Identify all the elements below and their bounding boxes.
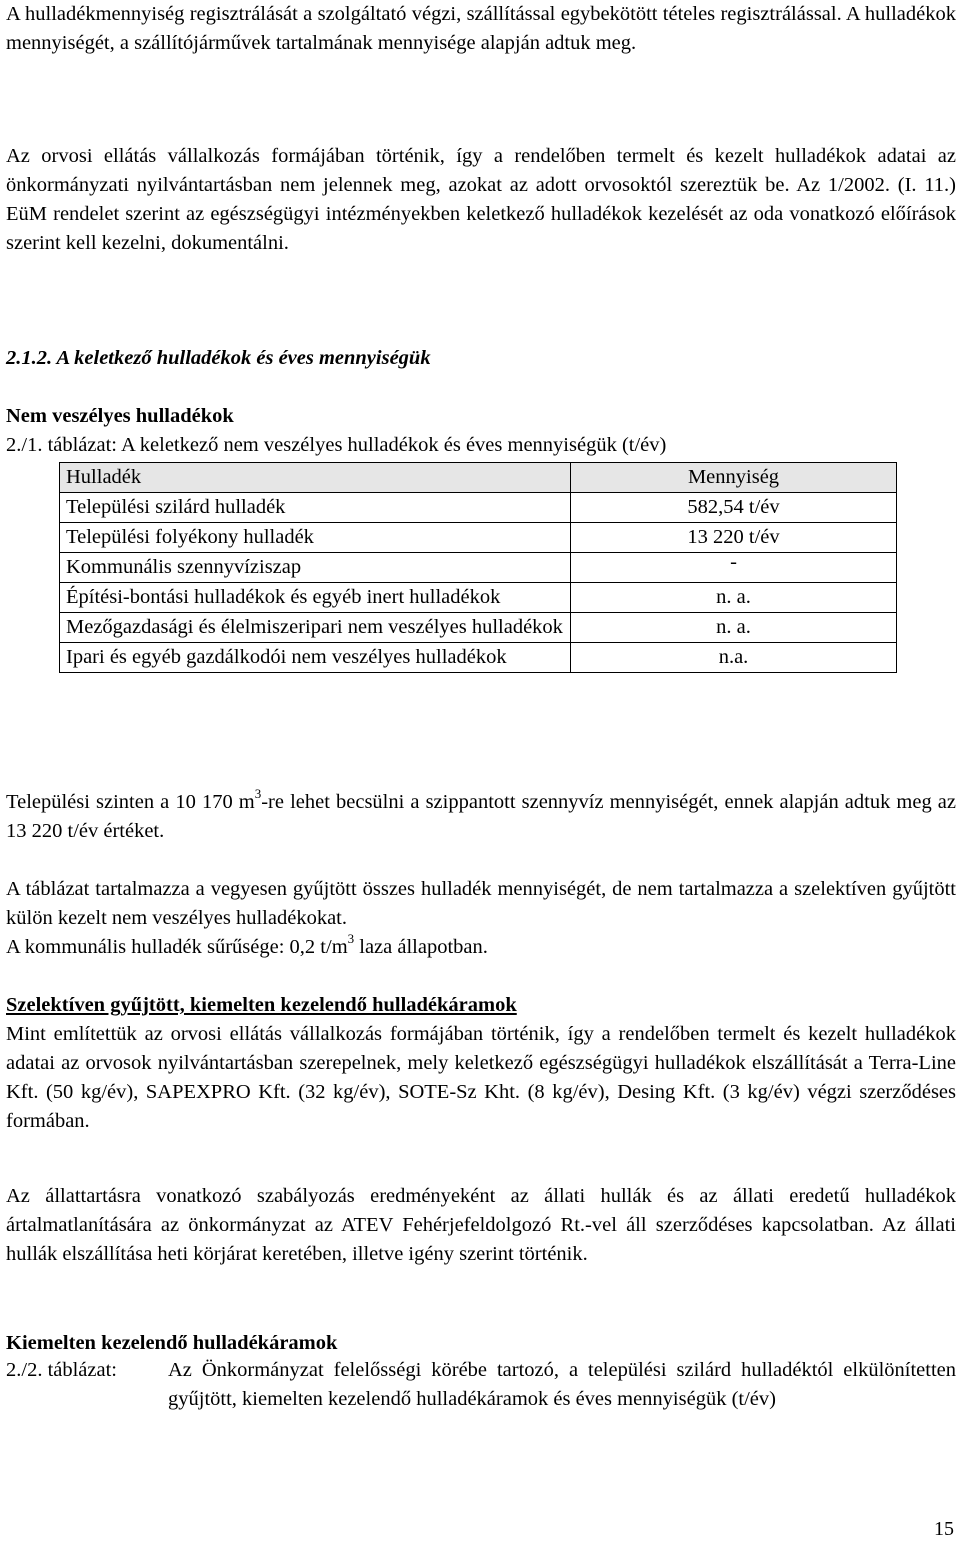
cell-waste: Kommunális szennyvíziszap — [60, 553, 571, 583]
table-row — [60, 613, 897, 643]
density-superscript: 3 — [347, 931, 355, 947]
cell-quantity: n. a. — [571, 613, 897, 643]
page-number: 15 — [934, 1518, 954, 1540]
cell-quantity: 13 220 t/év — [571, 523, 897, 553]
header-quantity: Mennyiség — [571, 463, 897, 493]
paragraph-sewage — [6, 788, 956, 846]
cell-waste: Mezőgazdasági és élelmiszeripari nem veszélyes hulladékok — [60, 613, 571, 643]
cell-quantity: - — [571, 553, 897, 583]
table2-caption-label: 2./2. táblázat: — [6, 1359, 117, 1381]
waste-table — [59, 462, 897, 673]
cell-waste: Ipari és egyéb gazdálkodói nem veszélyes hulladékok — [60, 643, 571, 673]
table-row — [60, 493, 897, 523]
paragraph-animal-waste: Az állattartásra vonatkozó szabályozás eredményeként az állati hullák és az állati eredetű hulladékok ártalmatlanítására az önkormányzat az ATEV Fehérjefeldolgozó Rt.-vel áll szerződéses kapcsolatban. Az állati hullák elszállítása heti körjárat keretében, illetve igény szerint történik. — [6, 1185, 956, 1265]
cell-quantity: 582,54 t/év — [571, 493, 897, 523]
paragraph-density — [6, 933, 956, 962]
cell-waste: Építési-bontási hulladékok és egyéb inert hulladékok — [60, 583, 571, 613]
header-waste: Hulladék — [60, 463, 571, 493]
paragraph-medical-waste: Mint említettük az orvosi ellátás vállalkozás formájában történik, így a rendelőben termelt és kezelt hulladékok adatai az orvosok nyilvántartásban szerepelnek, mely keletkező egészségügyi hulladékok elszállítását a Terra-Line Kft. (50 kg/év), SAPEXPRO Kft. (32 kg/év), SOTE-Sz Kht. (8 kg/év), Desing Kft. (3 kg/év) végzi szerződéses formában. — [6, 1023, 956, 1132]
table2-caption — [6, 1356, 956, 1446]
subheading-priority: Kiemelten kezelendő hulladékáramok — [6, 1332, 338, 1354]
table-header-row — [60, 463, 897, 493]
cell-waste: Települési folyékony hulladék — [60, 523, 571, 553]
table1-caption: 2./1. táblázat: A keletkező nem veszélyes hulladékok és éves mennyiségük (t/év) — [6, 434, 667, 456]
cell-quantity: n.a. — [571, 643, 897, 673]
paragraph-registration: A hulladékmennyiség regisztrálását a szolgáltató végzi, szállítással egybekötött tételes regisztrálással. A hulladékok mennyiségét, a szállítójárművek tartalmának mennyisége alapján adtuk meg. — [6, 3, 956, 54]
paragraph-medical-care: Az orvosi ellátás vállalkozás formájában történik, így a rendelőben termelt és kezelt hulladékok adatai az önkormányzati nyilvántartásban nem jelennek meg, azokat az adott orvosoktól szereztük be. Az 1/2002. (I. 11.) EüM rendelet szerint az egészségügyi intézményekben keletkező hulladékok kezelését az oda vonatkozó előírások szerint kell kezelni, dokumentálni. — [6, 145, 956, 254]
density-text-b: laza állapotban. — [354, 936, 488, 958]
section-heading: 2.1.2. A keletkező hulladékok és éves mennyiségük — [6, 347, 431, 369]
density-text-a: A kommunális hulladék sűrűsége: 0,2 t/m — [6, 936, 348, 958]
table2-caption-text: Az Önkormányzat felelősségi körébe tartozó, a települési szilárd hulladéktól elkülönítetten gyűjtött, kiemelten kezelendő hulladékáramok és éves mennyiségük (t/év) — [168, 1359, 956, 1410]
cell-quantity: n. a. — [571, 583, 897, 613]
sewage-text-a: Települési szinten a 10 170 m — [6, 791, 255, 813]
table-row — [60, 583, 897, 613]
subheading-selective: Szelektíven gyűjtött, kiemelten kezelendő hulladékáramok — [6, 994, 517, 1016]
subheading-nonhazardous: Nem veszélyes hulladékok — [6, 405, 234, 427]
sewage-superscript: 3 — [254, 786, 262, 802]
table-row — [60, 523, 897, 553]
cell-waste: Települési szilárd hulladék — [60, 493, 571, 523]
table-row — [60, 553, 897, 583]
table-row — [60, 643, 897, 673]
sewage-text-b: -re lehet becsülni a szippantott szennyvíz mennyiségét, ennek alapján adtuk meg az 13 220 t/év értéket. — [6, 791, 956, 842]
paragraph-table-contents: A táblázat tartalmazza a vegyesen gyűjtött összes hulladék mennyiségét, de nem tartalmazza a szelektíven gyűjtött külön kezelt nem veszélyes hulladékokat. — [6, 878, 956, 929]
